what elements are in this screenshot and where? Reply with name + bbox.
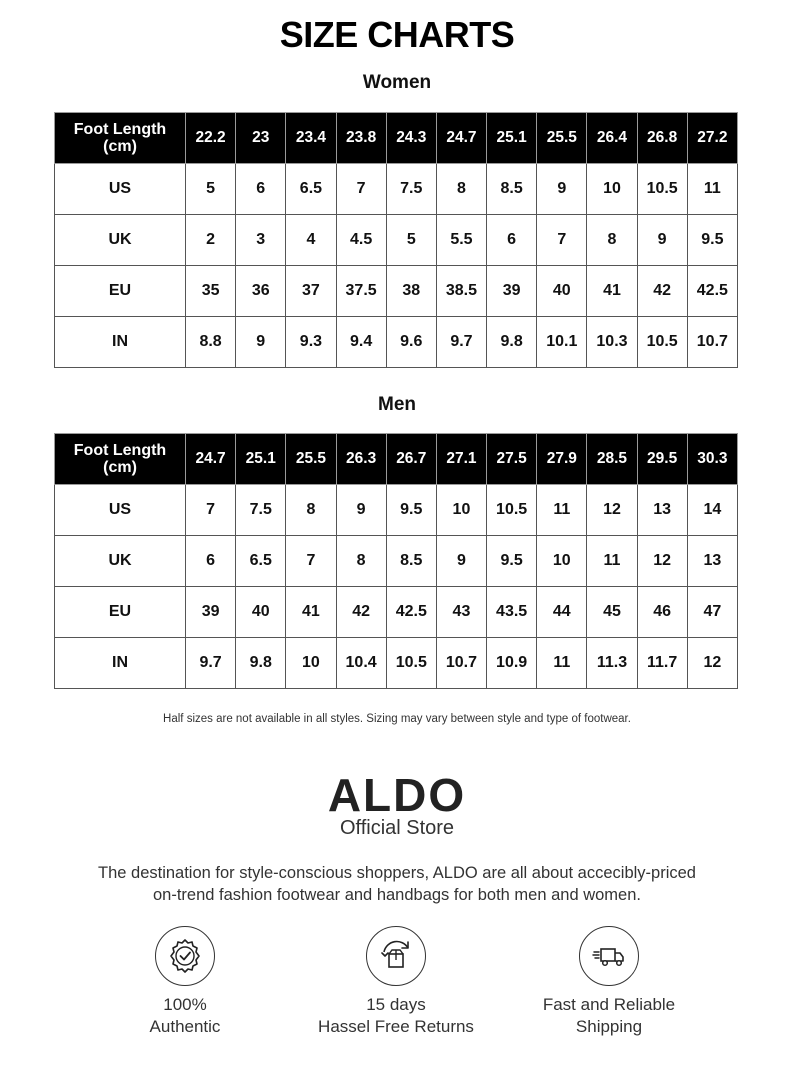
brand-description-line: The destination for style-conscious shoppers, ALDO are all about accecibly-priced — [98, 864, 696, 882]
foot-length-cell: 26.7 — [386, 434, 436, 485]
size-cell: 38.5 — [436, 266, 486, 317]
size-cell: 5 — [386, 215, 436, 266]
size-cell: 2 — [186, 215, 236, 266]
size-cell: 6 — [236, 164, 286, 215]
feature-line: Fast and Reliable — [542, 995, 676, 1014]
foot-length-cell: 25.1 — [236, 434, 286, 485]
size-system-label: US — [55, 485, 186, 536]
foot-length-cell: 30.3 — [687, 434, 737, 485]
table-header-row — [55, 434, 738, 485]
size-cell: 37 — [286, 266, 336, 317]
size-cell: 7 — [336, 164, 386, 215]
size-cell: 11.7 — [637, 638, 687, 689]
size-cell: 44 — [537, 587, 587, 638]
size-cell: 9 — [637, 215, 687, 266]
size-cell: 6 — [186, 536, 236, 587]
feature-line: Shipping — [575, 1017, 643, 1036]
foot-length-cell: 27.2 — [687, 113, 737, 164]
foot-length-header-line: Foot Length — [73, 121, 167, 138]
size-cell: 9 — [537, 164, 587, 215]
foot-length-cell: 27.9 — [537, 434, 587, 485]
size-cell: 9.7 — [186, 638, 236, 689]
size-cell: 11 — [537, 638, 587, 689]
size-cell: 10.5 — [487, 485, 537, 536]
women-size-table — [54, 112, 738, 368]
size-cell: 5.5 — [436, 215, 486, 266]
size-cell: 9 — [236, 317, 286, 368]
size-cell: 10.5 — [637, 164, 687, 215]
size-cell: 9.4 — [336, 317, 386, 368]
table-row — [55, 638, 738, 689]
aldo-logo-icon — [297, 772, 497, 816]
foot-length-cell: 24.3 — [386, 113, 436, 164]
size-cell: 43.5 — [487, 587, 537, 638]
size-cell: 38 — [386, 266, 436, 317]
table-row — [55, 215, 738, 266]
size-cell: 42 — [336, 587, 386, 638]
size-cell: 7.5 — [386, 164, 436, 215]
svg-text:ALDO: ALDO — [327, 772, 467, 816]
women-section-title: Women — [362, 72, 432, 93]
foot-length-header-line: Foot Length — [73, 442, 167, 459]
size-system-label: IN — [55, 317, 186, 368]
feature-line: Authentic — [149, 1017, 221, 1036]
size-system-label: IN — [55, 638, 186, 689]
size-cell: 9.5 — [687, 215, 737, 266]
size-cell: 42.5 — [386, 587, 436, 638]
size-cell: 10 — [587, 164, 637, 215]
sizing-note: Half sizes are not available in all styles. Sizing may vary between style and type of footwear. — [163, 713, 631, 725]
size-cell: 11 — [537, 485, 587, 536]
size-cell: 8 — [436, 164, 486, 215]
foot-length-cell: 23.4 — [286, 113, 336, 164]
size-cell: 10.3 — [587, 317, 637, 368]
men-size-table — [54, 433, 738, 689]
size-cell: 46 — [637, 587, 687, 638]
delivery-truck-icon — [579, 926, 639, 986]
foot-length-cell: 25.5 — [286, 434, 336, 485]
size-cell: 9.5 — [386, 485, 436, 536]
size-cell: 9.8 — [236, 638, 286, 689]
size-system-label: EU — [55, 587, 186, 638]
return-box-icon — [366, 926, 426, 986]
size-cell: 9.7 — [436, 317, 486, 368]
size-cell: 36 — [236, 266, 286, 317]
foot-length-cell: 22.2 — [186, 113, 236, 164]
size-cell: 11 — [687, 164, 737, 215]
foot-length-cell: 26.4 — [587, 113, 637, 164]
size-cell: 11.3 — [587, 638, 637, 689]
table-row — [55, 587, 738, 638]
size-cell: 12 — [687, 638, 737, 689]
size-cell: 13 — [637, 485, 687, 536]
size-cell: 10.5 — [637, 317, 687, 368]
size-cell: 45 — [587, 587, 637, 638]
feature-line: 100% — [163, 995, 207, 1014]
brand-description — [0, 862, 794, 906]
size-cell: 43 — [436, 587, 486, 638]
foot-length-cell: 23 — [236, 113, 286, 164]
foot-length-cell: 26.8 — [637, 113, 687, 164]
men-section-title: Men — [378, 394, 416, 415]
size-cell: 10.5 — [386, 638, 436, 689]
page-title: SIZE CHARTS — [279, 14, 515, 55]
authentic-badge-icon — [155, 926, 215, 986]
size-cell: 4 — [286, 215, 336, 266]
size-cell: 35 — [186, 266, 236, 317]
foot-length-cell: 28.5 — [587, 434, 637, 485]
size-cell: 6 — [487, 215, 537, 266]
size-cell: 10 — [286, 638, 336, 689]
table-row — [55, 536, 738, 587]
size-cell: 8.8 — [186, 317, 236, 368]
size-cell: 9.3 — [286, 317, 336, 368]
size-cell: 14 — [687, 485, 737, 536]
size-cell: 9 — [436, 536, 486, 587]
feature-line: 15 days — [366, 995, 426, 1014]
table-row — [55, 317, 738, 368]
size-cell: 9.8 — [487, 317, 537, 368]
size-system-label: UK — [55, 215, 186, 266]
size-cell: 41 — [587, 266, 637, 317]
size-system-label: US — [55, 164, 186, 215]
size-cell: 41 — [286, 587, 336, 638]
size-cell: 10.7 — [687, 317, 737, 368]
size-cell: 10.7 — [436, 638, 486, 689]
size-cell: 10.9 — [487, 638, 537, 689]
size-cell: 7 — [186, 485, 236, 536]
brand-logo — [0, 772, 794, 816]
foot-length-cell: 25.1 — [487, 113, 537, 164]
size-cell: 42.5 — [687, 266, 737, 317]
size-cell: 10 — [436, 485, 486, 536]
size-cell: 9 — [336, 485, 386, 536]
size-cell: 40 — [236, 587, 286, 638]
size-cell: 5 — [186, 164, 236, 215]
brand-subtitle: Official Store — [339, 817, 455, 839]
foot-length-cell: 27.5 — [487, 434, 537, 485]
feature-authentic — [65, 926, 305, 1038]
size-cell: 40 — [537, 266, 587, 317]
size-cell: 3 — [236, 215, 286, 266]
size-cell: 37.5 — [336, 266, 386, 317]
foot-length-cell: 26.3 — [336, 434, 386, 485]
foot-length-cell: 24.7 — [186, 434, 236, 485]
size-cell: 7 — [537, 215, 587, 266]
foot-length-cell: 29.5 — [637, 434, 687, 485]
size-cell: 4.5 — [336, 215, 386, 266]
feature-shipping — [489, 926, 729, 1038]
size-cell: 9.6 — [386, 317, 436, 368]
size-cell: 6.5 — [286, 164, 336, 215]
size-cell: 6.5 — [236, 536, 286, 587]
size-cell: 8 — [587, 215, 637, 266]
foot-length-cell: 27.1 — [436, 434, 486, 485]
size-cell: 8 — [286, 485, 336, 536]
size-cell: 13 — [687, 536, 737, 587]
size-system-label: UK — [55, 536, 186, 587]
size-cell: 12 — [587, 485, 637, 536]
table-row — [55, 485, 738, 536]
size-cell: 47 — [687, 587, 737, 638]
size-cell: 10.1 — [537, 317, 587, 368]
foot-length-header — [55, 113, 186, 164]
size-cell: 10 — [537, 536, 587, 587]
size-cell: 42 — [637, 266, 687, 317]
foot-length-header-line: (cm) — [103, 138, 137, 155]
size-cell: 8.5 — [386, 536, 436, 587]
size-cell: 9.5 — [487, 536, 537, 587]
foot-length-header — [55, 434, 186, 485]
size-cell: 10.4 — [336, 638, 386, 689]
foot-length-header-line: (cm) — [103, 459, 137, 476]
foot-length-cell: 24.7 — [436, 113, 486, 164]
size-cell: 7.5 — [236, 485, 286, 536]
foot-length-cell: 23.8 — [336, 113, 386, 164]
size-cell: 7 — [286, 536, 336, 587]
size-cell: 8.5 — [487, 164, 537, 215]
size-system-label: EU — [55, 266, 186, 317]
table-header-row — [55, 113, 738, 164]
brand-description-line: on-trend fashion footwear and handbags for both men and women. — [153, 886, 641, 904]
feature-line: Hassel Free Returns — [318, 1017, 474, 1036]
size-cell: 8 — [336, 536, 386, 587]
size-cell: 12 — [637, 536, 687, 587]
foot-length-cell: 25.5 — [537, 113, 587, 164]
size-cell: 39 — [186, 587, 236, 638]
size-cell: 11 — [587, 536, 637, 587]
size-cell: 39 — [487, 266, 537, 317]
table-row — [55, 266, 738, 317]
feature-returns — [276, 926, 516, 1038]
table-row — [55, 164, 738, 215]
